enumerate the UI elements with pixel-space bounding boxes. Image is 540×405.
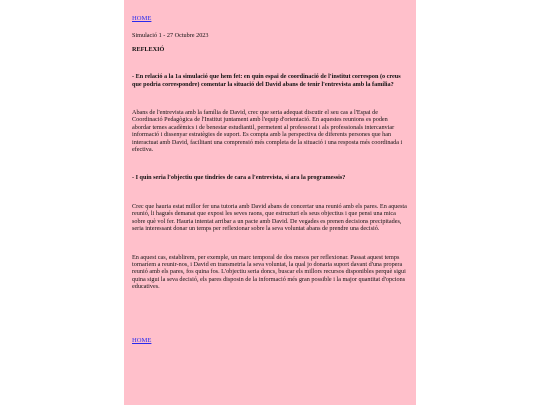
question-2: - I quin seria l'objectiu que tindries de cara a l'entrevista, si ara la programessis? (132, 174, 346, 182)
simulation-date: Simulació 1 - 27 Octubre 2023 (132, 32, 209, 40)
question-1: - En relació a la 1a simulació que hem fet: en quin espai de coordinació de l'institut correspon (o creus que podria correspondre) comentar la situació del David abans de tenir l'entrevista amb la família? (132, 73, 401, 88)
page-title: REFLEXIÓ (132, 45, 165, 53)
answer-1: Abans de l'entrevista amb la família de David, crec que seria adequat discutir el seu cas a l'Espai de Coordinació Pedagògica de l'Institut juntament amb l'equip d'orientació. En aquestes reunions es poden abordar temes acadèmics i de benestar estudiantil, permetent al professorat i als professionals intercanviar informació i dissenyar estratègies de suport. Es compta amb la perspectiva de diferents persones que han interactuat amb David, facilitant una comprensió més completa de la situació i una resposta més coordinada i efectiva. (132, 109, 403, 154)
home-link-top[interactable]: HOME (132, 15, 152, 22)
home-link-bottom[interactable]: HOME (132, 336, 152, 344)
page-container (124, 0, 416, 405)
answer-2a: Crec que hauria estat millor fer una tutoria amb David abans de concertar una reunió amb els pares. En aquesta reunió, li hagués demanat que exposi les seves raons, que estructuri els seus objectius i que pensi una mica sobre què vol fer. Hauria intentat arribar a un pacte amb David. De vegades es prenen decisions precipitades, seria interessant donar un temps per reflexionar sobre la seva voluntat abans de prendre una decisió. (132, 202, 407, 233)
answer-2b: En aquest cas, establirem, per exemple, un marc temporal de dos mesos per reflexionar. Passat aquest temps tornaríem a reunir-nos, i David en transmetria la seva voluntat, la qual jo donaria suport davant d'una propera reunió amb els pares, fos quina fos. L'objectiu seria doncs, buscar els millors recursos disponibles perquè sigui quina sigui la seva decisió, els pares disposin de la informació més gran possible i la major quantitat d'opcions educatives. (132, 253, 406, 291)
